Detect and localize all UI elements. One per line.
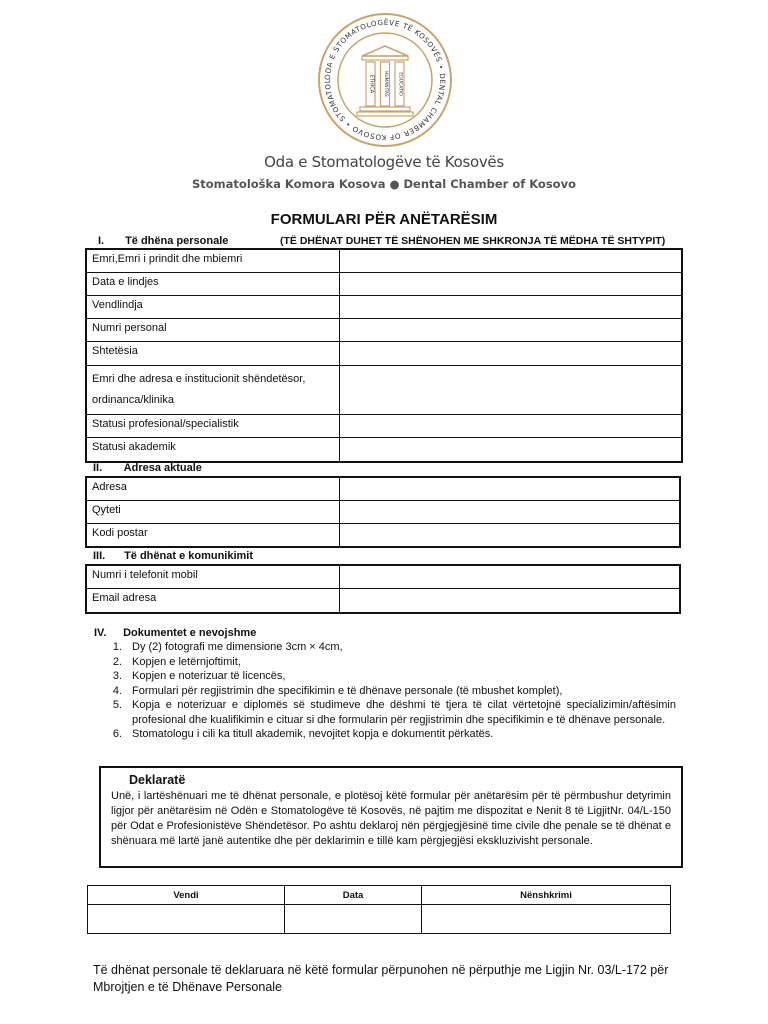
- field-label: Statusi profesional/specialistik: [87, 415, 340, 438]
- section-2-heading: [93, 462, 202, 474]
- email-field[interactable]: [340, 589, 680, 613]
- section-4-title: Dokumentet e nevojshme: [123, 627, 257, 639]
- declaration-title: Deklaratë: [129, 773, 186, 787]
- form-title: FORMULARI PËR ANËTARËSIM: [270, 211, 498, 228]
- logo-pillar-1: ETHICA: [368, 74, 375, 94]
- citizenship-field[interactable]: [340, 342, 682, 366]
- academic-status-field[interactable]: [340, 438, 682, 462]
- section-2-title: Adresa aktuale: [123, 462, 202, 474]
- list-text: Dy (2) fotografi me dimensione 3cm × 4cm,: [132, 641, 343, 653]
- declaration-text: Unë, i lartëshënuari me të dhënat personale, e plotësoj këtë formular për anëtarësim për të përmbushur detyrimin ligjor për anëtarësim në Odën e Stomatologëve të Kosovës, në pajtim me dispozitat e Nenit 8 të LigjitNr. 04/L-150 për Odat e Profesionistëve Shëndetësor. Po ashtu deklaroj nën përgjegjësinë time civile dhe penale se të dhënat e shënuara më lartë janë autentike dhe për deklarimin e tillë kam përgjegjësi ekskluzivisht personale.: [111, 790, 671, 847]
- field-label: Adresa: [87, 478, 340, 501]
- field-label: Vendlindja: [87, 296, 340, 319]
- birth-date-field[interactable]: [340, 273, 682, 296]
- field-label: Numri personal: [87, 319, 340, 342]
- chamber-logo: [310, 10, 460, 150]
- field-label: Numri i telefonit mobil: [87, 566, 340, 589]
- list-text: Stomatologu i cili ka titull akademik, nevojitet kopja e dokumentit përkatës.: [132, 728, 494, 740]
- section-1-title: Të dhëna personale: [125, 235, 229, 247]
- field-label: Qyteti: [87, 501, 340, 524]
- list-number: 6.: [112, 728, 122, 740]
- personal-number-field[interactable]: [340, 319, 682, 342]
- field-label: Shtetësia: [87, 342, 340, 366]
- field-label-line: Emri dhe adresa e institucionit shëndetësor,: [92, 373, 306, 385]
- address-table: [86, 477, 680, 547]
- postal-code-field[interactable]: [340, 524, 680, 547]
- section-4-heading: [94, 627, 676, 639]
- privacy-footer: Të dhënat personale të deklaruara në këtë formular përpunohen në përputhje me Ligjin Nr. 03/L-172 për Mbrojtjen e të Dhënave Personale: [93, 963, 669, 994]
- section-1-heading: [98, 235, 228, 247]
- field-label: Data e lindjes: [87, 273, 340, 296]
- field-label-institution: [87, 366, 340, 415]
- list-item: [94, 698, 676, 727]
- org-subtitle: Stomatološka Komora Kosova ● Dental Chamber of Kosovo: [192, 177, 576, 191]
- list-number: 2.: [112, 655, 122, 668]
- field-label: Email adresa: [87, 589, 340, 613]
- field-label-line: ordinanca/klinika: [92, 394, 174, 406]
- list-item: [94, 669, 676, 684]
- list-item: [94, 640, 676, 655]
- document-list: [94, 640, 676, 742]
- city-field[interactable]: [340, 501, 680, 524]
- list-number: 5.: [112, 699, 122, 711]
- list-number: 3.: [112, 670, 122, 682]
- birthplace-field[interactable]: [340, 296, 682, 319]
- list-text: Kopjen e noterizuar të licencës,: [132, 670, 286, 682]
- logo-ring-text: ODA E STOMATOLOGËVE TË KOSOVËS • DENTAL CHAMBER OF KOSOVO • STOMATOL: [322, 17, 448, 143]
- declaration-box: [99, 766, 683, 868]
- place-header: Vendi: [88, 886, 285, 905]
- list-text: Formulari për regjistrimin dhe specifikimin e të dhënave personale (të mbushet komplet),: [132, 684, 563, 697]
- date-header: Data: [285, 886, 422, 905]
- list-text: Kopja e noterizuar e diplomës së studimeve dhe dëshmi të tjera të cilat vërtetojnë specializimin/aftësimin profesional dhe kualifikimin e cituar si dhe formularin për regjistrimin dhe specifikimin e të dhënave personale.: [132, 699, 676, 726]
- list-text: Kopjen e letërnjoftimit,: [132, 655, 241, 668]
- list-item: [94, 727, 676, 742]
- field-label: Kodi postar: [87, 524, 340, 547]
- place-field[interactable]: [88, 905, 285, 934]
- contact-table: [86, 565, 680, 613]
- institution-field[interactable]: [340, 366, 682, 415]
- professional-status-field[interactable]: [340, 415, 682, 438]
- personal-data-table: [86, 249, 682, 462]
- list-item: [94, 684, 676, 699]
- list-number: 4.: [112, 684, 122, 697]
- section-3-heading: [93, 550, 253, 562]
- field-label: Emri,Emri i prindit dhe mbiemri: [87, 250, 340, 273]
- date-field[interactable]: [285, 905, 422, 934]
- section-2-number: II.: [93, 462, 103, 474]
- required-documents: [94, 627, 676, 742]
- list-item: [94, 655, 676, 670]
- section-1-number: I.: [98, 235, 105, 247]
- field-label: Statusi akademik: [87, 438, 340, 462]
- section-3-number: III.: [93, 550, 106, 562]
- address-field[interactable]: [340, 478, 680, 501]
- name-field[interactable]: [340, 250, 682, 273]
- mobile-phone-field[interactable]: [340, 566, 680, 589]
- signature-field[interactable]: [422, 905, 671, 934]
- signature-table: [87, 885, 671, 934]
- org-name: Oda e Stomatologëve të Kosovës: [264, 153, 504, 171]
- logo-pillar-3: EDUCATIO: [397, 72, 403, 96]
- section-4-number: IV.: [94, 627, 107, 639]
- logo-pillar-2: HUMANITAS: [383, 71, 388, 97]
- section-3-title: Të dhënat e komunikimit: [124, 550, 254, 562]
- section-1-note: (TË DHËNAT DUHET TË SHËNOHEN ME SHKRONJA TË MËDHA TË SHTYPIT): [280, 235, 666, 247]
- list-number: 1.: [112, 641, 122, 653]
- signature-header: Nënshkrimi: [422, 886, 671, 905]
